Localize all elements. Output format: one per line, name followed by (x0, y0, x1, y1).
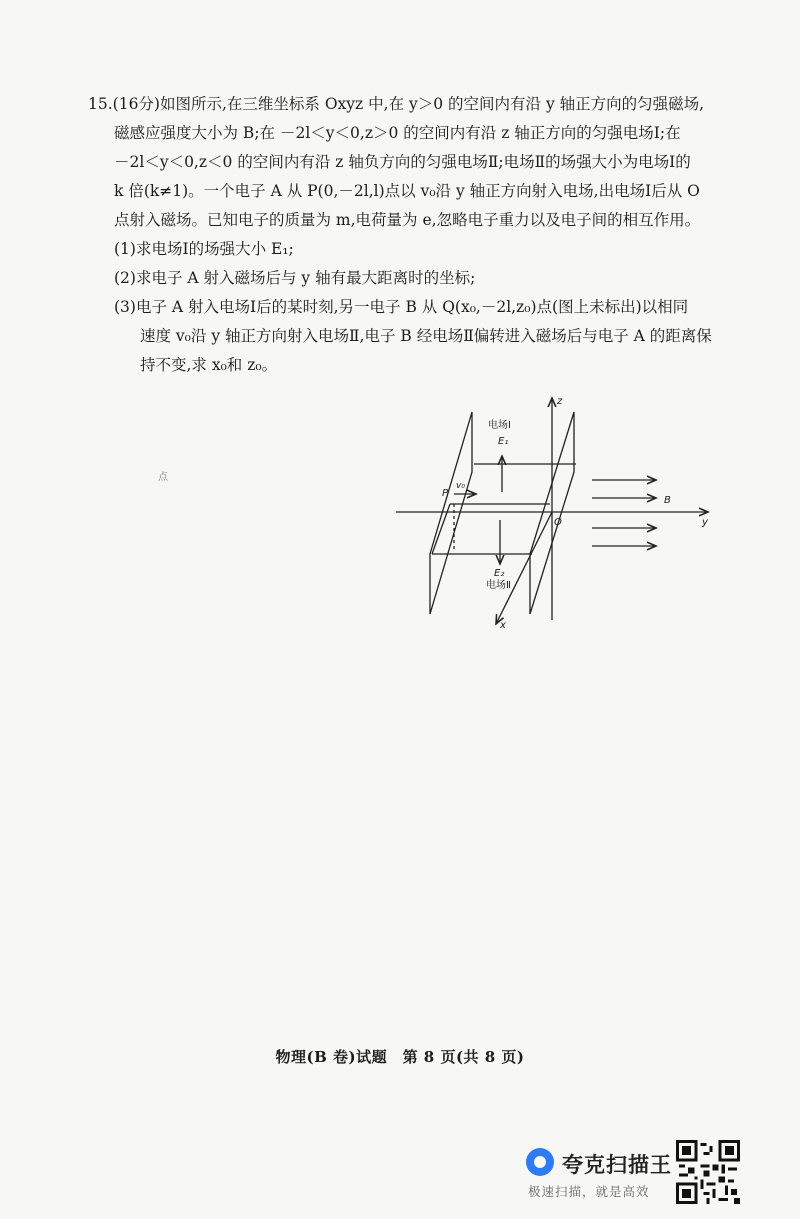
v0-label: v₀ (456, 481, 465, 491)
qr-code-icon (676, 1140, 740, 1204)
problem-number: 15. (88, 95, 113, 113)
stray-mark: 点 (158, 472, 168, 483)
x-label: x (500, 620, 506, 631)
problem-line-3: －2l＜y＜0,z＜0 的空间内有沿 z 轴负方向的匀强电场Ⅱ;电场Ⅱ的场强大小为电场Ⅰ的 (114, 153, 691, 171)
question-3: (3)电子 A 射入电场Ⅰ后的某时刻,另一电子 B 从 Q(x₀,－2l,z₀)点(图上未标出)以相同 (114, 298, 689, 316)
scanner-watermark (526, 1148, 676, 1200)
diagram-svg (390, 392, 720, 632)
problem-line-2: 磁感应强度大小为 B;在 －2l＜y＜0,z＞0 的空间内有沿 z 轴正方向的匀强电场Ⅰ;在 (114, 124, 681, 142)
b-label: B (664, 495, 671, 506)
left-plane (430, 412, 472, 614)
y-label: y (702, 517, 708, 528)
z-label: z (557, 396, 563, 407)
problem-line-5: 点射入磁场。已知电子的质量为 m,电荷量为 e,忽略电子重力以及电子间的相互作用。 (114, 211, 701, 229)
e1-label: E₁ (498, 436, 509, 447)
e2-label: E₂ (494, 568, 505, 579)
problem-line-4: k 倍(k≠1)。一个电子 A 从 P(0,－2l,l)点以 v₀沿 y 轴正方向射入电场,出电场Ⅰ后从 O (114, 182, 700, 200)
brand-tagline: 极速扫描，就是高效 (528, 1184, 650, 1199)
o-label: O (554, 517, 562, 528)
question-3-line-2: 速度 v₀沿 y 轴正方向射入电场Ⅱ,电子 B 经电场Ⅱ偏转进入磁场后与电子 A 的距离保 (140, 327, 712, 345)
question-1: (1)求电场Ⅰ的场强大小 E₁; (114, 240, 294, 258)
p-label: P (442, 488, 449, 499)
field2-label: 电场Ⅱ (486, 580, 511, 591)
problem-line-1: 15.(16分)如图所示,在三维坐标系 Oxyz 中,在 y＞0 的空间内有沿 y 轴正方向的匀强磁场, (88, 95, 705, 113)
question-2: (2)求电子 A 射入磁场后与 y 轴有最大距离时的坐标; (114, 269, 476, 287)
page-footer: 物理(B 卷)试题 第 8 页(共 8 页) (275, 1048, 525, 1066)
problem-15 (88, 90, 728, 380)
field-diagram (390, 392, 720, 632)
field1-label: 电场Ⅰ (488, 420, 511, 431)
brand-logo-icon (526, 1148, 554, 1176)
brand-name: 夸克扫描王 (562, 1153, 672, 1177)
question-3-line-3: 持不变,求 x₀和 z₀。 (140, 356, 278, 374)
problem-points: (16分) (112, 95, 160, 113)
